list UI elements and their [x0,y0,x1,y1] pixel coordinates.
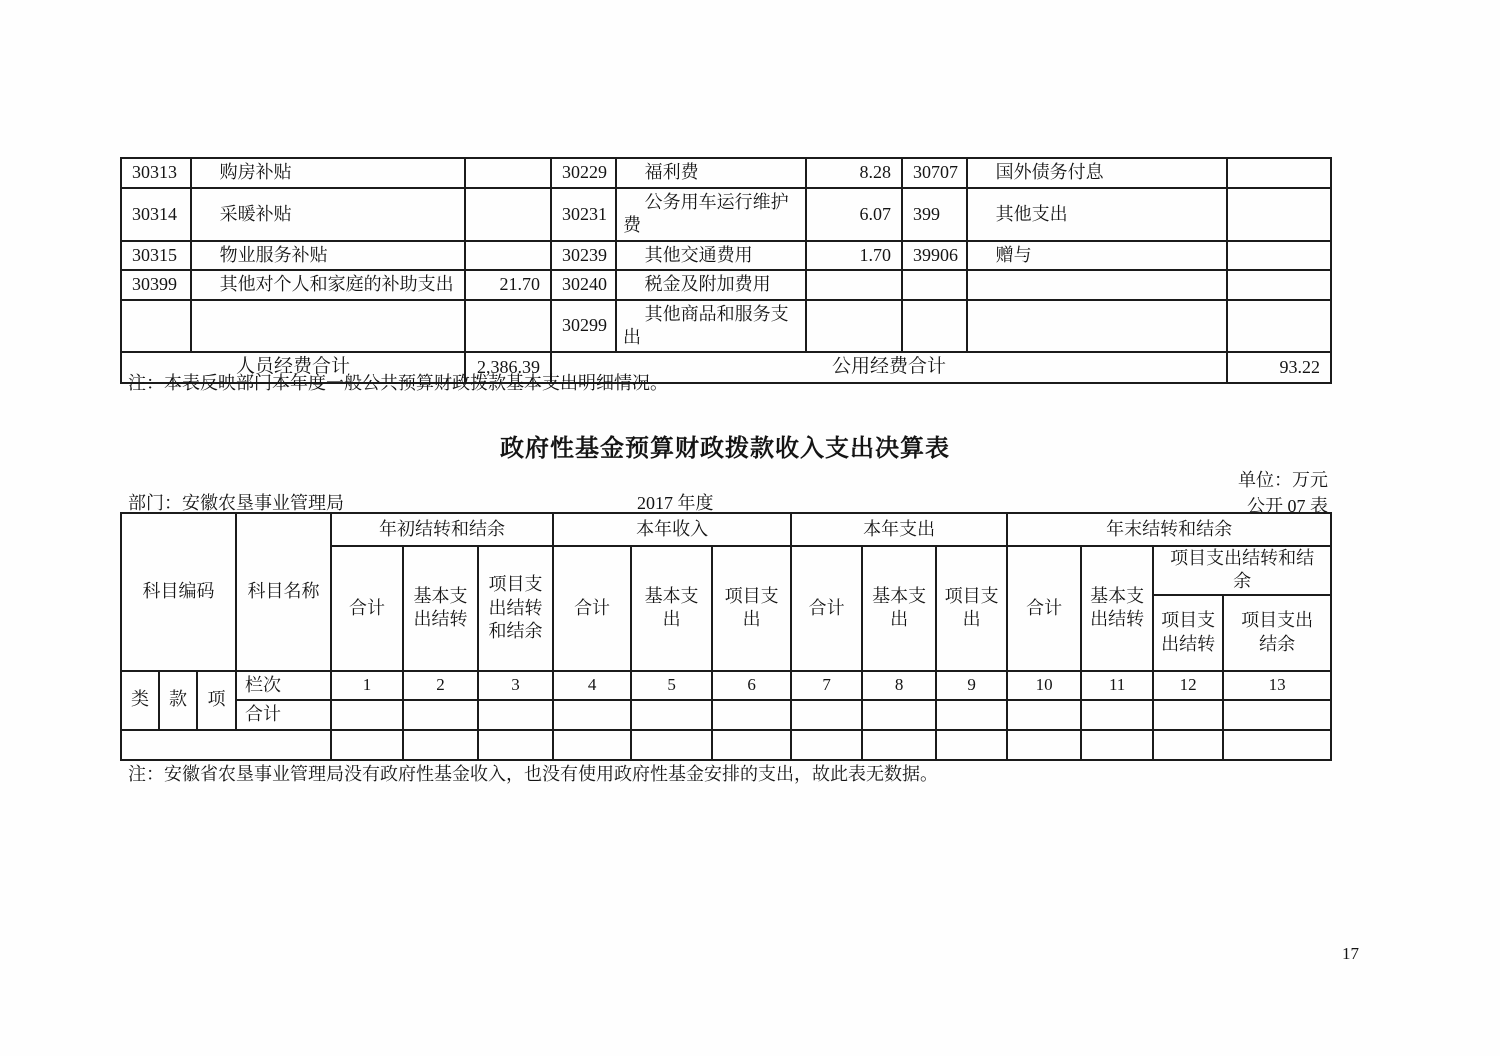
expense-project-header: 项目支出 [936,546,1007,671]
begin-basic-carry-header: 基本支出结转 [403,546,478,671]
subject-code-cell [902,300,967,353]
public-total-value: 93.22 [1227,352,1331,383]
amount-cell: 21.70 [465,270,551,299]
expense-total-header: 合计 [791,546,862,671]
empty-cell [331,730,403,760]
empty-cell [403,730,478,760]
subject-code-cell [902,270,967,299]
empty-cell [936,700,1007,729]
empty-data-row [121,730,1331,760]
subject-name-cell: 税金及附加费用 [616,270,806,299]
column-number-row [121,671,1331,700]
subject-code-cell: 30299 [551,300,616,353]
subject-code-cell: 30314 [121,188,191,241]
subject-code-cell: 30313 [121,158,191,188]
empty-cell [631,730,712,760]
empty-cell [631,700,712,729]
empty-cell [1081,730,1153,760]
amount-cell [465,241,551,270]
year-expense-group-header: 本年支出 [791,513,1007,546]
table-row [121,241,1331,270]
empty-cell [121,730,331,760]
column-number: 4 [553,671,631,700]
subject-name-cell: 其他对个人和家庭的补助支出 [191,270,465,299]
page-number: 17 [1342,944,1359,963]
unit-label: 单位：万元 [1238,470,1328,490]
subject-code-cell: 30240 [551,270,616,299]
year-income-group-header: 本年收入 [553,513,791,546]
amount-cell [1227,188,1331,241]
empty-cell [712,730,791,760]
personnel-total-label: 人员经费合计 [121,352,465,383]
table-row [121,158,1331,188]
empty-cell [478,700,553,729]
subject-name-cell: 购房补贴 [191,158,465,188]
subject-code-cell: 30399 [121,270,191,299]
end-balance-group-header: 年末结转和结余 [1007,513,1331,546]
column-number: 10 [1007,671,1081,700]
subject-code-cell: 30707 [902,158,967,188]
subject-name-cell [967,270,1227,299]
total-row [121,700,1331,729]
column-number: 8 [862,671,936,700]
expense-basic-header: 基本支出 [862,546,936,671]
empty-cell [1223,700,1331,729]
income-basic-header: 基本支出 [631,546,712,671]
amount-cell: 1.70 [806,241,902,270]
subject-name-cell [967,300,1227,353]
begin-balance-group-header: 年初结转和结余 [331,513,553,546]
column-number: 11 [1081,671,1153,700]
department-label: 部门：安徽农垦事业管理局 [128,493,344,513]
column-index-label: 栏次 [236,671,331,700]
column-number: 9 [936,671,1007,700]
end-project-carry-balance-header: 项目支出结转和结余 [1153,546,1331,595]
section-header: 款 [159,671,197,730]
subject-code-cell: 39906 [902,241,967,270]
subject-name-cell: 公务用车运行维护费 [616,188,806,241]
empty-cell [1153,700,1223,729]
begin-project-carry-balance-header: 项目支出结转和结余 [478,546,553,671]
subject-code-header: 科目编码 [121,513,236,671]
class-header: 类 [121,671,159,730]
column-number: 1 [331,671,403,700]
subject-name-header: 科目名称 [236,513,331,671]
empty-cell [791,700,862,729]
total-row-label: 合计 [236,700,331,729]
empty-cell [478,730,553,760]
basic-expenditure-detail-table [120,157,1332,384]
amount-cell: 8.28 [806,158,902,188]
end-project-balance-header: 项目支出结余 [1223,595,1331,671]
amount-cell [465,158,551,188]
subject-name-cell [191,300,465,353]
empty-cell [791,730,862,760]
amount-cell [806,300,902,353]
empty-cell [1223,730,1331,760]
column-number: 13 [1223,671,1331,700]
column-number: 5 [631,671,712,700]
end-total-header: 合计 [1007,546,1081,671]
empty-cell [936,730,1007,760]
amount-cell [465,300,551,353]
end-basic-carry-header: 基本支出结转 [1081,546,1153,671]
subject-name-cell: 赠与 [967,241,1227,270]
column-number: 6 [712,671,791,700]
basic-table-note: 注：本表反映部门本年度一般公共预算财政拨款基本支出明细情况。 [128,373,668,393]
public-table-code-label: 公开 07 表 [1247,496,1328,516]
amount-cell [1227,300,1331,353]
empty-cell [1081,700,1153,729]
personnel-total-value: 2,386.39 [465,352,551,383]
amount-cell [465,188,551,241]
empty-cell [553,700,631,729]
subject-name-cell: 物业服务补贴 [191,241,465,270]
fund-table-note: 注：安徽省农垦事业管理局没有政府性基金收入，也没有使用政府性基金安排的支出，故此表无数据。 [128,764,938,784]
subject-code-cell: 30315 [121,241,191,270]
subject-name-cell: 采暖补贴 [191,188,465,241]
subject-code-cell: 399 [902,188,967,241]
subject-name-cell: 其他交通费用 [616,241,806,270]
amount-cell [1227,158,1331,188]
income-total-header: 合计 [553,546,631,671]
subject-code-cell: 30231 [551,188,616,241]
empty-cell [553,730,631,760]
fiscal-year-label: 2017 年度 [637,493,714,513]
column-number: 3 [478,671,553,700]
subject-code-cell: 30239 [551,241,616,270]
empty-cell [1153,730,1223,760]
table-row [121,270,1331,299]
empty-cell [403,700,478,729]
income-project-header: 项目支出 [712,546,791,671]
subject-code-cell: 30229 [551,158,616,188]
header-group-row [121,513,1331,546]
table-row [121,300,1331,353]
subject-name-cell: 其他支出 [967,188,1227,241]
empty-cell [712,700,791,729]
fund-table-title: 政府性基金预算财政拨款收入支出决算表 [500,436,950,462]
subject-name-cell: 国外债务付息 [967,158,1227,188]
empty-cell [331,700,403,729]
item-header: 项 [197,671,236,730]
amount-cell [1227,270,1331,299]
begin-total-header: 合计 [331,546,403,671]
end-project-carry-header: 项目支出结转 [1153,595,1223,671]
amount-cell [1227,241,1331,270]
empty-cell [862,700,936,729]
table-row [121,188,1331,241]
empty-cell [1007,700,1081,729]
subject-name-cell: 其他商品和服务支出 [616,300,806,353]
fund-budget-table [120,512,1332,761]
empty-cell [862,730,936,760]
amount-cell [806,270,902,299]
column-number: 2 [403,671,478,700]
column-number: 12 [1153,671,1223,700]
subject-name-cell: 福利费 [616,158,806,188]
empty-cell [1007,730,1081,760]
column-number: 7 [791,671,862,700]
amount-cell: 6.07 [806,188,902,241]
subject-code-cell [121,300,191,353]
public-total-label: 公用经费合计 [551,352,1227,383]
